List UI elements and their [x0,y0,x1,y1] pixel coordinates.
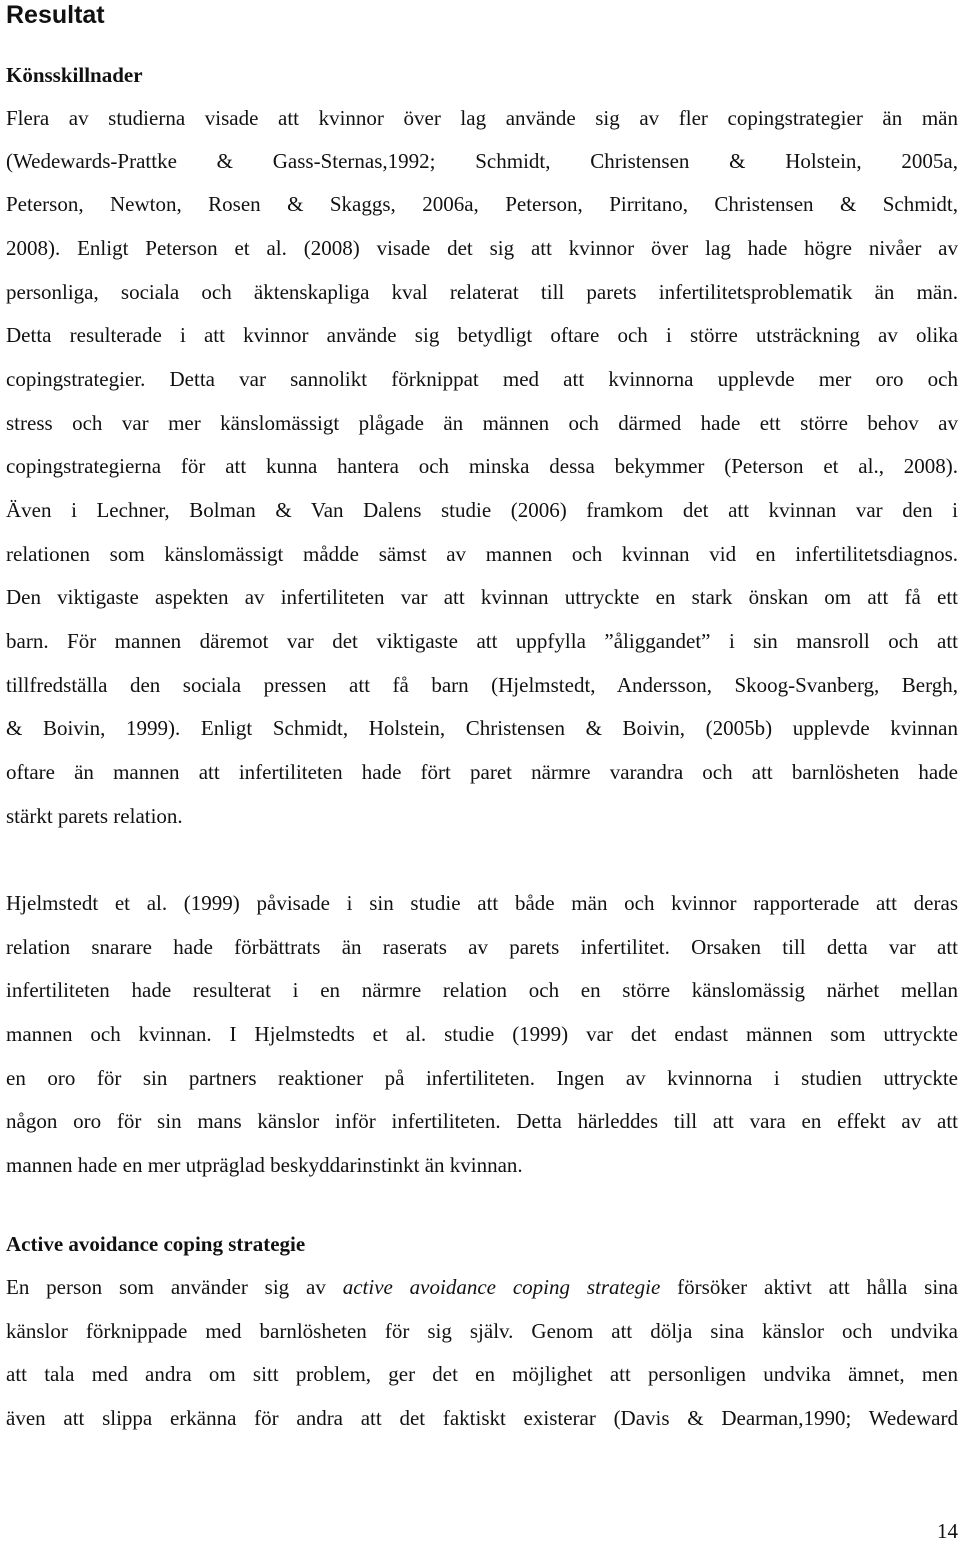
text-line: infertiliteten hade resulterat i en närmre relation och en större känslomässig närhet mellan [6,978,958,1002]
text-line: någon oro för sin mans känslor inför infertiliteten. Detta härleddes till att vara en effekt av att [6,1109,958,1133]
text-line [6,1273,958,1301]
text-line: Även i Lechner, Bolman & Van Dalens studie (2006) framkom det att kvinnan var den i [6,498,958,522]
text-line: barn. För mannen däremot var det viktigaste att uppfylla ”åliggandet” i sin mansroll och att [6,629,958,653]
page-number: 14 [937,1519,958,1543]
text-line: mannen och kvinnan. I Hjelmstedts et al. studie (1999) var det endast männen som uttryckte [6,1022,958,1046]
text-line: relationen som känslomässigt mådde sämst av mannen och kvinnan vid en infertilitetsdiagnos. [6,542,958,566]
text-line: 2008). Enligt Peterson et al. (2008) visade det sig att kvinnor över lag hade högre nivåer av [6,236,958,260]
text-line: stress och var mer känslomässigt plågade än männen och därmed hade ett större behov av [6,411,958,435]
text-line: personliga, sociala och äktenskapliga kval relaterat till parets infertilitetsproblematik än män. [6,280,958,304]
text-line: & Boivin, 1999). Enligt Schmidt, Holstein, Christensen & Boivin, (2005b) upplevde kvinnan [6,716,958,740]
italic-term: active avoidance coping strategie [342,1275,661,1299]
text-line: relation snarare hade förbättrats än raserats av parets infertilitet. Orsaken till detta var att [6,935,958,959]
text-line: copingstrategier. Detta var sannolikt förknippat med att kvinnorna upplevde mer oro och [6,367,958,391]
text-line: copingstrategierna för att kunna hantera och minska dessa bekymmer (Peterson et al., 2008). [6,454,958,478]
text-line: känslor förknippade med barnlösheten för sig själv. Genom att dölja sina känslor och undvika [6,1319,958,1343]
text-line: Peterson, Newton, Rosen & Skaggs, 2006a, Peterson, Pirritano, Christensen & Schmidt, [6,192,958,216]
text-line: att tala med andra om sitt problem, ger det en möjlighet att personligen undvika ämnet, men [6,1362,958,1386]
text-line: tillfredställa den sociala pressen att få barn (Hjelmstedt, Andersson, Skoog-Svanberg, Bergh, [6,673,958,697]
page-title: Resultat [6,1,105,29]
text-line: Hjelmstedt et al. (1999) påvisade i sin studie att både män och kvinnor rapporterade att deras [6,891,958,915]
text-line: Detta resulterade i att kvinnor använde sig betydligt oftare och i större utsträckning av olika [6,323,958,347]
text-segment: försöker aktivt att hålla sina [660,1275,958,1299]
text-line: stärkt parets relation. [6,804,183,828]
text-line: mannen hade en mer utpräglad beskyddarinstinkt än kvinnan. [6,1153,523,1177]
section-heading-active-avoidance: Active avoidance coping strategie [6,1232,306,1256]
text-line: även att slippa erkänna för andra att det faktiskt existerar (Davis & Dearman,1990; Wedeward [6,1406,958,1430]
text-line: Flera av studierna visade att kvinnor över lag använde sig av fler copingstrategier än män [6,106,958,130]
text-line: en oro för sin partners reaktioner på infertiliteten. Ingen av kvinnorna i studien uttryckte [6,1066,958,1090]
text-line: Den viktigaste aspekten av infertiliteten var att kvinnan uttryckte en stark önskan om att få ett [6,585,958,609]
text-line: (Wedewards-Prattke & Gass-Sternas,1992; Schmidt, Christensen & Holstein, 2005a, [6,149,958,173]
section-heading-konsskillnader: Könsskillnader [6,63,143,87]
text-segment: En person som använder sig av [6,1275,343,1299]
text-line: oftare än mannen att infertiliteten hade fört paret närmre varandra och att barnlösheten hade [6,760,958,784]
